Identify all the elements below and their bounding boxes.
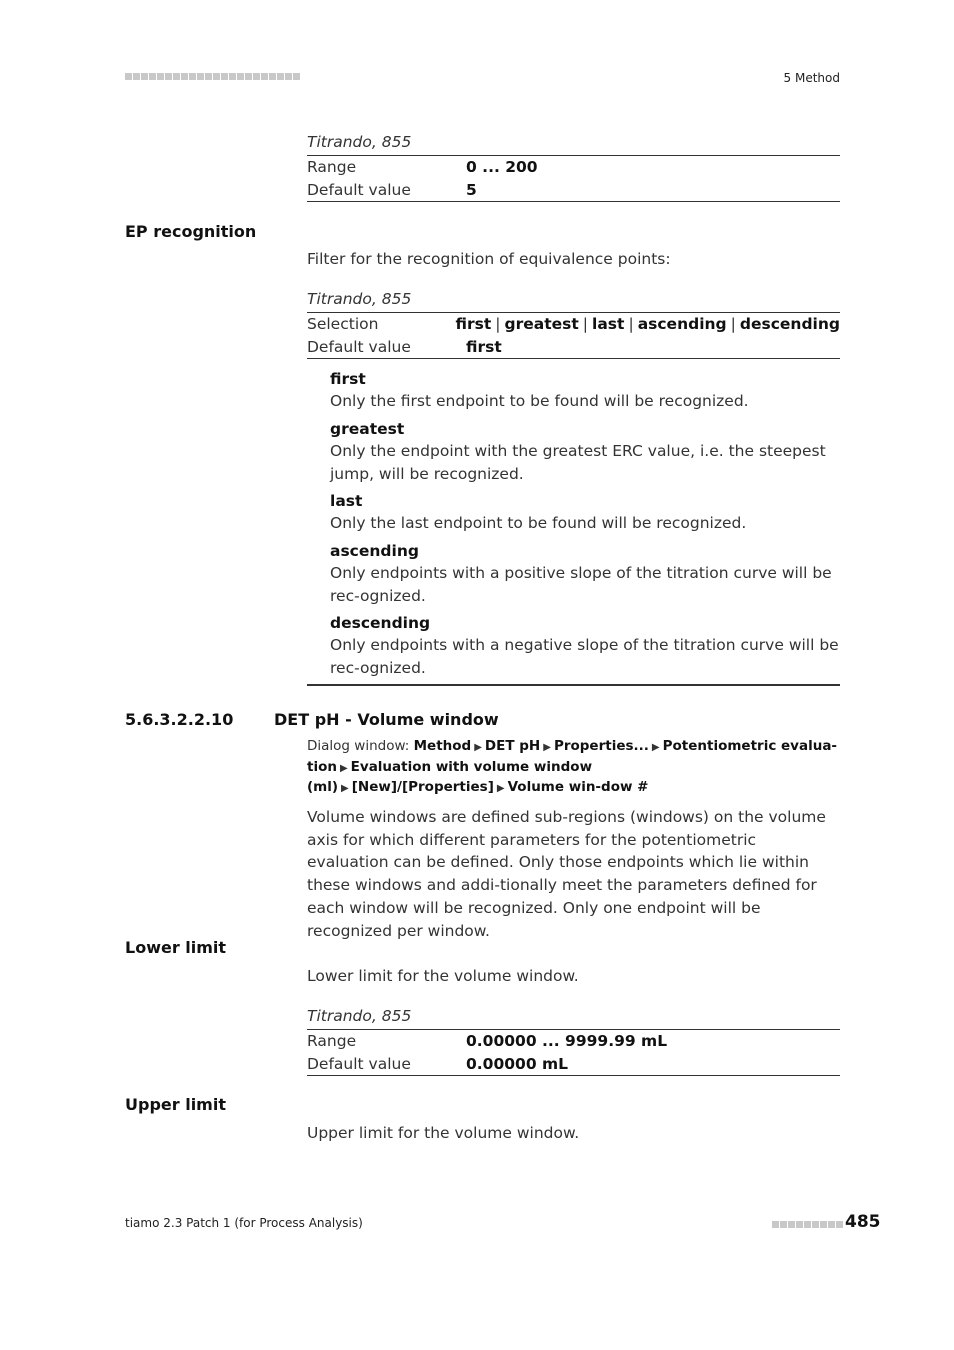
row-key: Selection (307, 315, 379, 334)
lower-limit-description: Lower limit for the volume window. (307, 967, 579, 985)
dialog-path (307, 737, 840, 799)
row-key: Range (307, 158, 357, 177)
dialog-step: Volume win-dow # (507, 779, 649, 795)
row-value: 0.00000 mL (466, 1054, 569, 1073)
arrow-right-icon: ▶ (496, 783, 505, 794)
footer-decoration (772, 1221, 843, 1228)
row-key: Default value (307, 1054, 411, 1073)
dialog-step: Potentiometric evalua-tion (307, 738, 838, 775)
table-caption: Titrando, 855 (307, 1007, 412, 1025)
divider (307, 684, 840, 686)
row-value: first (466, 337, 502, 356)
table-row (307, 313, 840, 336)
table-row (307, 1053, 840, 1076)
arrow-right-icon: ▶ (543, 742, 551, 753)
option-title: last (330, 492, 363, 510)
option-title: ascending (330, 542, 419, 560)
arrow-right-icon: ▶ (651, 742, 660, 753)
footer-product: tiamo 2.3 Patch 1 (for Process Analysis) (125, 1216, 363, 1230)
row-key: Default value (307, 180, 411, 199)
dialog-prefix: Dialog window: (307, 738, 410, 754)
option-descending: descending (739, 315, 840, 334)
option-title: first (330, 370, 366, 388)
spec-table-3 (307, 1029, 840, 1076)
dialog-step: [New]/[Properties] (351, 779, 494, 795)
list-item (330, 490, 840, 540)
option-first: first (455, 315, 492, 334)
dialog-step: Method (413, 738, 472, 754)
spec-table-2 (307, 312, 840, 359)
list-item (330, 418, 840, 490)
arrow-right-icon: ▶ (341, 783, 349, 794)
table-row (307, 336, 840, 359)
option-list (330, 368, 840, 684)
ep-recognition-label: EP recognition (125, 222, 257, 241)
option-title: descending (330, 614, 431, 632)
dialog-step: Properties... (553, 738, 649, 754)
chapter-title: 5 Method (783, 71, 840, 85)
upper-limit-label: Upper limit (125, 1095, 226, 1114)
row-key: Range (307, 1032, 357, 1051)
section-title: DET pH - Volume window (274, 710, 499, 729)
option-ascending: ascending (637, 315, 727, 334)
option-description: Only the last endpoint to be found will be recognized. (330, 514, 747, 532)
list-item (330, 540, 840, 612)
option-title: greatest (330, 420, 405, 438)
header-decoration (125, 73, 300, 80)
option-greatest: greatest (504, 315, 579, 334)
option-description: Only endpoints with a negative slope of the titration curve will be rec-ognized. (330, 636, 839, 677)
selection-options: first | greatest | last | ascending | descending (455, 315, 840, 334)
section-intro: Volume windows are defined sub-regions (windows) on the volume axis for which different parameters for the potentiometric evaluation can be defined. Only those endpoints which lie within these windows and addi-tionally meet the parameters defined for each window will be recognized. Only one endpoint will be recognized per window. (307, 808, 826, 940)
table-caption: Titrando, 855 (307, 290, 412, 308)
table-row (307, 1030, 840, 1053)
table-caption: Titrando, 855 (307, 133, 412, 151)
table-row (307, 179, 840, 202)
option-description: Only the endpoint with the greatest ERC value, i.e. the steepest jump, will be recognized. (330, 442, 826, 483)
dialog-step: Evaluation with volume window (ml) (307, 758, 593, 795)
option-description: Only the first endpoint to be found will be recognized. (330, 392, 749, 410)
row-value: 0.00000 ... 9999.99 mL (466, 1032, 668, 1051)
dialog-step: DET pH (484, 738, 541, 754)
row-value: 0 ... 200 (466, 158, 538, 177)
upper-limit-description: Upper limit for the volume window. (307, 1124, 580, 1142)
section-number: 5.6.3.2.2.10 (125, 710, 234, 729)
list-item (330, 612, 840, 684)
row-key: Default value (307, 337, 411, 356)
lower-limit-label: Lower limit (125, 938, 227, 957)
page-number: 485 (845, 1212, 881, 1232)
arrow-right-icon: ▶ (474, 742, 482, 753)
list-item (330, 368, 840, 418)
option-last: last (592, 315, 625, 334)
arrow-right-icon: ▶ (339, 762, 348, 774)
spec-table-1 (307, 155, 840, 202)
option-description: Only endpoints with a positive slope of the titration curve will be rec-ognized. (330, 564, 832, 605)
ep-recognition-description: Filter for the recognition of equivalence points: (307, 250, 671, 268)
table-row (307, 156, 840, 179)
row-value: 5 (466, 180, 477, 199)
